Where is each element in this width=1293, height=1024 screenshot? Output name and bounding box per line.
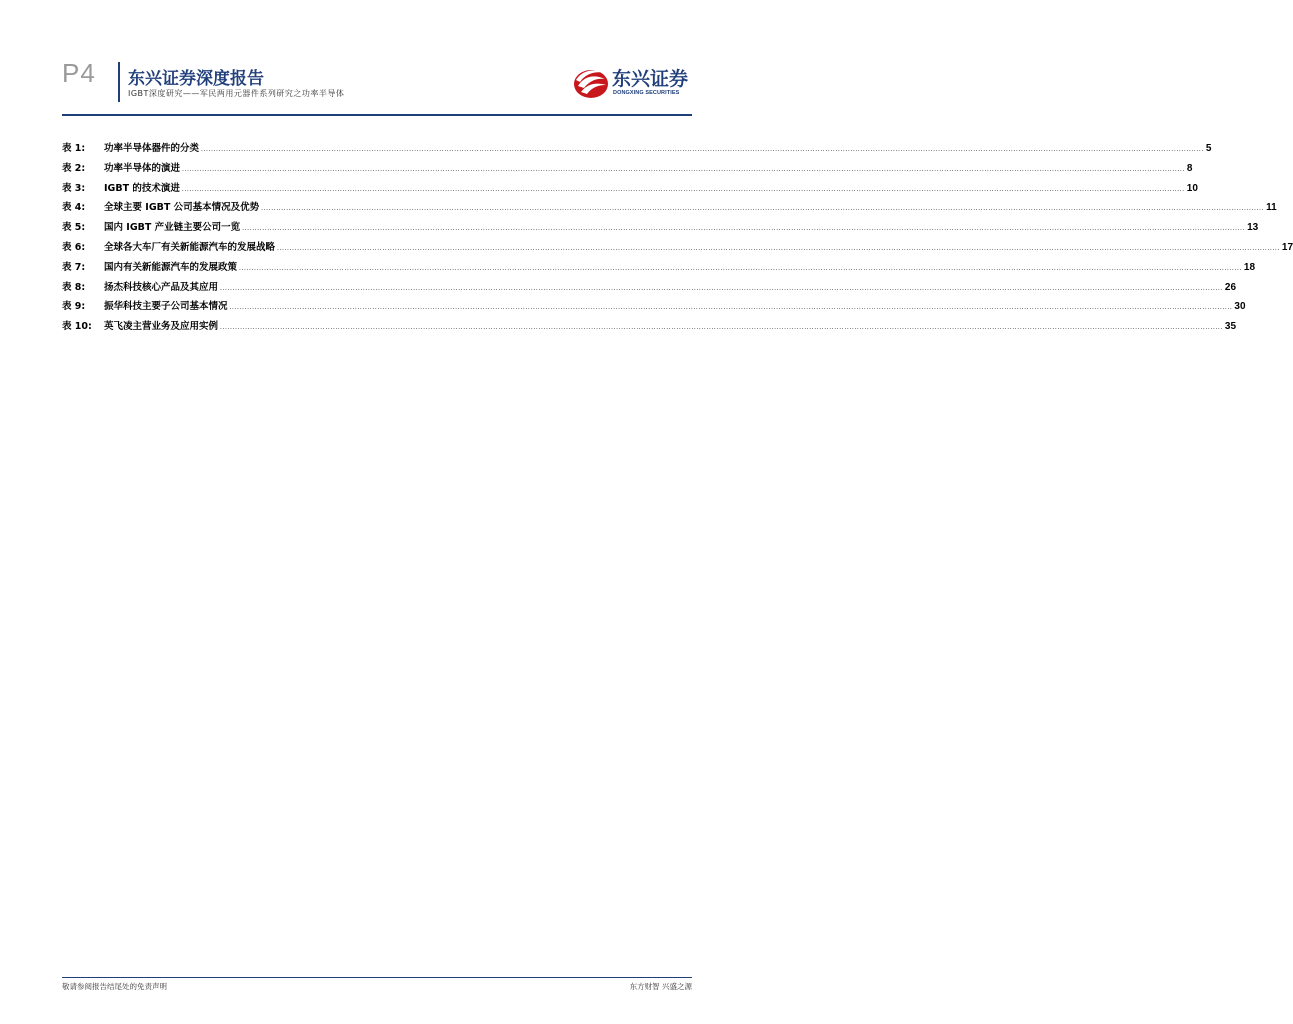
toc-dot-leader: ................................................................................................................................................................................................................................................................................................................................................................................................................	[242, 225, 1246, 233]
toc-entry-title[interactable]: 国内有关新能源汽车的发展政策	[104, 261, 238, 273]
toc-entry-title[interactable]: 全球主要 IGBT 公司基本情况及优势	[104, 202, 260, 214]
footer-slogan: 东方财智 兴盛之源	[629, 982, 692, 991]
brand-logo	[572, 62, 697, 104]
footer-disclaimer: 敬请参阅报告结尾处的免责声明	[62, 982, 167, 991]
toc-entry-page[interactable]: 10	[1186, 182, 1198, 194]
toc-dot-leader: ................................................................................................................................................................................................................................................................................................................................................................................................................	[220, 324, 1223, 332]
toc-entry[interactable]	[62, 180, 1198, 200]
toc-entry-page[interactable]: 5	[1205, 143, 1212, 154]
toc-entry-title[interactable]: 英飞凌主营业务及应用实例	[104, 321, 219, 333]
toc-entry-number: 表 1:	[62, 143, 86, 154]
toc-entry-page[interactable]: 11	[1266, 202, 1277, 214]
toc-entry-page[interactable]: 30	[1234, 301, 1246, 313]
table-of-tables	[62, 140, 1293, 338]
toc-dot-leader: ................................................................................................................................................................................................................................................................................................................................................................................................................	[239, 264, 1242, 272]
toc-entry[interactable]	[62, 318, 1237, 338]
toc-entry-page[interactable]: 17	[1281, 241, 1293, 253]
header-divider-bar	[118, 62, 120, 102]
toc-entry[interactable]	[62, 219, 1259, 239]
toc-entry[interactable]	[62, 298, 1246, 318]
page-number: P4	[62, 58, 96, 88]
header-rule	[62, 114, 692, 116]
toc-entry[interactable]	[62, 259, 1256, 279]
toc-entry[interactable]	[62, 279, 1237, 299]
toc-entry-number: 表 4:	[62, 202, 86, 214]
toc-entry[interactable]	[62, 140, 1212, 160]
toc-entry-page[interactable]: 26	[1224, 281, 1237, 293]
toc-dot-leader: ................................................................................................................................................................................................................................................................................................................................................................................................................	[261, 205, 1265, 213]
toc-dot-leader: ................................................................................................................................................................................................................................................................................................................................................................................................................	[220, 284, 1223, 292]
toc-dot-leader: ................................................................................................................................................................................................................................................................................................................................................................................................................	[229, 304, 1233, 312]
toc-dot-leader: ................................................................................................................................................................................................................................................................................................................................................................................................................	[201, 146, 1204, 153]
toc-entry-number: 表 9:	[62, 301, 86, 313]
toc-entry[interactable]	[62, 160, 1193, 180]
toc-entry-number: 表 7:	[62, 261, 86, 273]
toc-entry-page[interactable]: 8	[1186, 162, 1193, 174]
toc-entry-title[interactable]: 国内 IGBT 产业链主要公司一览	[104, 222, 241, 234]
toc-entry-page[interactable]: 18	[1243, 261, 1256, 273]
logo-mark-icon	[572, 62, 612, 102]
toc-entry-page[interactable]: 13	[1247, 222, 1259, 234]
toc-entry-title[interactable]: 全球各大车厂有关新能源汽车的发展战略	[104, 241, 276, 253]
toc-entry-number: 表 3:	[62, 182, 86, 194]
toc-entry[interactable]	[62, 199, 1277, 219]
toc-entry-number: 表 2:	[62, 162, 86, 174]
toc-entry-number: 表 6:	[62, 241, 86, 253]
toc-entry-title[interactable]: 扬杰科技核心产品及其应用	[104, 281, 219, 293]
footer-rule	[62, 977, 692, 978]
toc-entry-page[interactable]: 35	[1224, 321, 1237, 333]
toc-entry-number: 表 8:	[62, 281, 86, 293]
toc-entry-title[interactable]: IGBT 的技术演进	[104, 182, 180, 194]
toc-entry-title[interactable]: 振华科技主要子公司基本情况	[104, 301, 228, 313]
toc-entry-number: 表 5:	[62, 222, 86, 234]
toc-entry-number: 表 10:	[62, 321, 92, 333]
toc-entry-title[interactable]: 功率半导体器件的分类	[104, 143, 200, 154]
toc-dot-leader: ................................................................................................................................................................................................................................................................................................................................................................................................................	[181, 185, 1185, 193]
toc-entry[interactable]	[62, 239, 1293, 259]
toc-dot-leader: ................................................................................................................................................................................................................................................................................................................................................................................................................	[182, 165, 1185, 173]
toc-entry-title[interactable]: 功率半导体的演进	[104, 162, 181, 174]
report-title: 东兴证券深度报告	[128, 69, 264, 89]
logo-text: 东兴证券	[612, 68, 689, 90]
logo-subtext: DONGXING SECURITIES	[613, 90, 680, 96]
toc-dot-leader: ................................................................................................................................................................................................................................................................................................................................................................................................................	[277, 244, 1280, 252]
report-subtitle: IGBT深度研究——军民两用元器件系列研究之功率半导体	[128, 89, 345, 98]
